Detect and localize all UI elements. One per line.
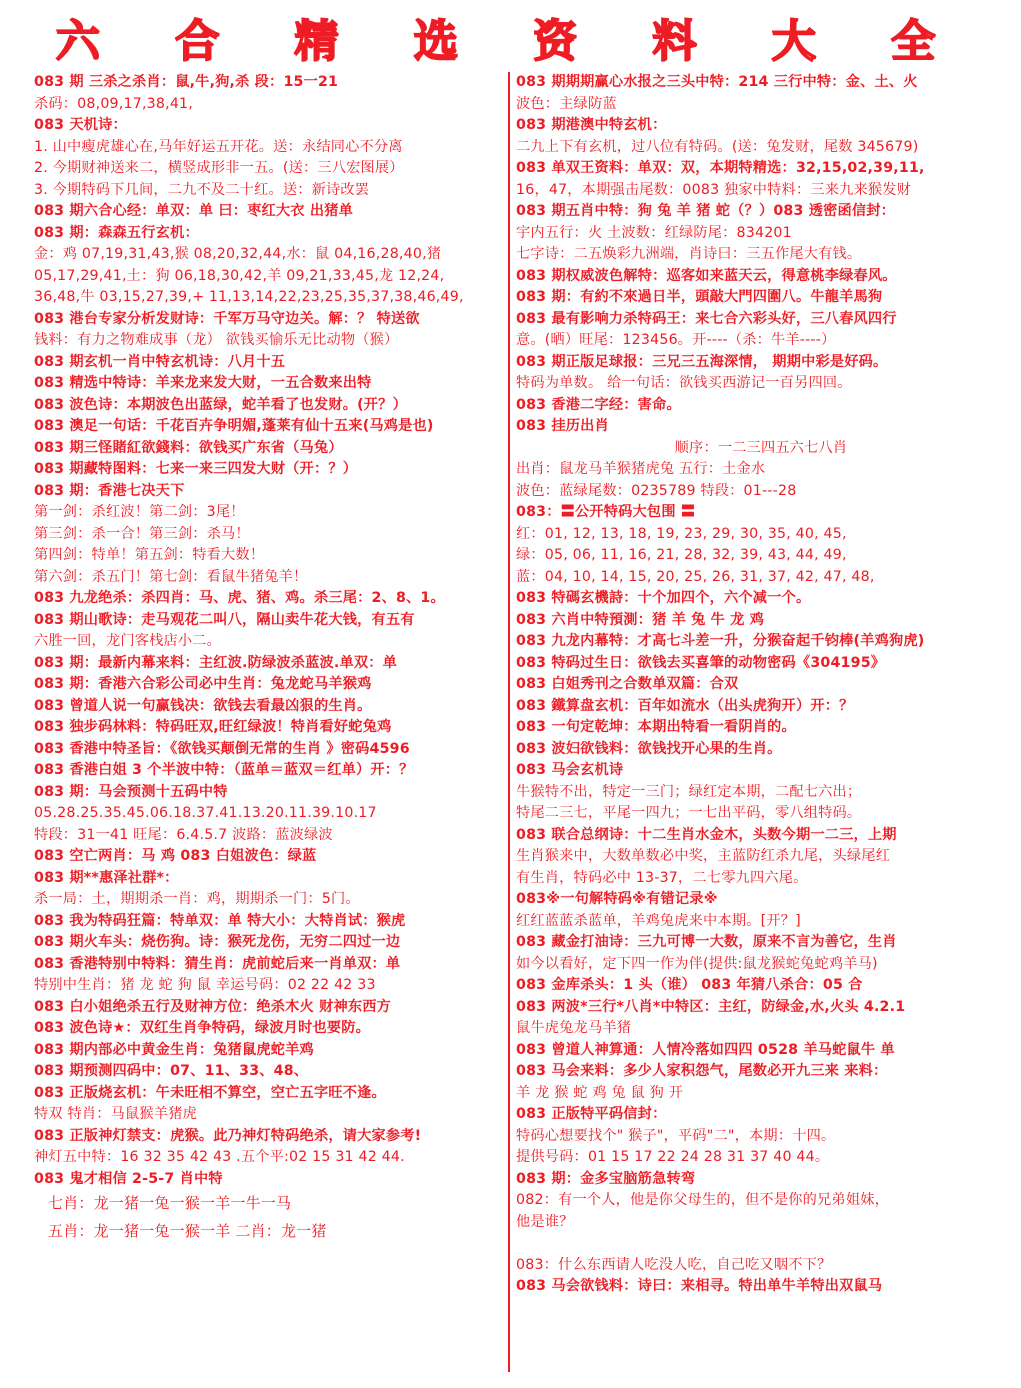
left-line: 083 香港特别中特料：猜生肖：虎前蛇后来一肖单双：单 [34,955,401,972]
right-line: 083 挂历出肖 [516,418,609,434]
right-line: 红红蓝蓝杀蓝单，羊鸡兔虎来中本期。[开？] [516,912,801,929]
right-line: 083 六肖中特預測：猪 羊 兔 牛 龙 鸡 [516,611,765,628]
left-line: 083 期六合心经：单双：单 曰：枣红大衣 出猪单 [34,203,353,219]
right-line: 绿：05, 06, 11, 16, 21, 28, 32, 39, 43, 44, 49, [516,547,847,563]
right-line: 083 两波*三行*八肖*中特区：主红，防绿金,水,火头 4.2.1 [516,998,906,1015]
left-line: 第六剑：杀五门！第七剑：看鼠牛猪兔羊！ [34,568,308,585]
right-line: 083 九龙内幕特：才高七斗差一升，分猴奋起千钧棒(羊鸡狗虎) [516,633,925,649]
left-line: 083 九龙绝杀：杀四肖：马、虎、猪、鸡。杀三尾：2、8、1。 [34,590,445,606]
right-line: 083 藏金打油诗：三九可博一大数，原来不言为善它，生肖 [516,934,897,950]
right-line: 特尾二三七，平尾一四九；一七出平码，零八组特码。 [516,805,862,821]
right-line: 顺序：一二三四五六七八肖 [674,439,848,456]
right-line: 提供号码：01 15 17 22 24 28 31 37 40 44。 [516,1149,830,1165]
right-line: 如今以看好，定下四一作为伴(提供:鼠龙猴蛇兔蛇鸡羊马) [516,955,878,972]
left-line: 1. 山中瘦虎雄心在,马年好运五开花。送：永结同心不分离 [34,138,403,155]
right-line: 083 正版特平码信封： [516,1106,667,1122]
right-line: 牛猴特不出，特定一三门；绿红定本期，二配七六出； [516,783,862,800]
right-line: 083 曾道人神算通：人情冷落如四四 0528 羊马蛇鼠牛 单 [516,1041,895,1058]
left-line: 083 期：最新内幕来料：主红波.防绿波杀蓝波.单双：单 [34,654,398,671]
left-line: 083 波色诗★：双红生肖争特码，绿波月时也要防。 [34,1020,371,1036]
left-line: 05.28.25.35.45.06.18.37.41.13.20.11.39.10.17 [34,805,377,821]
left-line: 第四剑：特单！第五剑：特看大数！ [34,547,265,563]
left-line: 第三剑：杀一合！第三剑：杀马！ [34,525,250,542]
left-line: 083 港台专家分析发财诗：千军万马守边关。解：？ 特送欲 [34,310,420,327]
right-line: 083※一句解特码※有错记录※ [516,891,718,907]
left-line: 083 香港中特圣旨：《欲钱买颠倒无常的生肖 》密码4596 [34,740,410,757]
right-line: 083 香港二字经：害命。 [516,396,681,413]
right-line: 083 最有影响力杀特码王：来七合六彩头好，三八春风四行 [516,310,897,327]
left-line: 083 期：森森五行玄机： [34,224,199,241]
left-line: 083 期**惠泽社群*： [34,869,179,886]
left-line: 083 期玄机一肖中特玄机诗：八月十五 [34,353,286,370]
left-line: 2. 今期财神送来二，横竖成形非一五。(送：三八宏图展） [34,160,404,176]
left-line: 083 独步码林料：特码旺双,旺红绿波！特肖看好蛇兔鸡 [34,719,392,735]
left-line: 083 期 三杀之杀肖：鼠,牛,狗,杀 段：15一21 [34,74,339,90]
right-line: 083 期：金多宝脑筋急转弯 [516,1170,696,1187]
right-line: 波色：蓝绿尾数：0235789 特段：01---28 [516,482,797,499]
left-line: 083 波色诗：本期波色出蓝绿，蛇羊看了也发财。(开？） [34,396,407,413]
right-line: 083：什么东西请人吃没人吃，自己吃又咽不下？ [516,1256,832,1273]
left-line: 083 澳足一句话：千花百卉争明媚,蓬莱有仙十五来(马鸡是也) [34,418,434,434]
right-line: 特码心想要找个" 猴子"，平码"二"，本期：十四。 [516,1127,836,1144]
right-line: 083 白姐秀刊之合数单双篇：合双 [516,676,739,692]
right-line: 083 马会欲钱料：诗曰：来相寻。特出单牛羊特出双鼠马 [516,1278,883,1294]
left-line: 七肖：龙一猪一兔一猴一羊一牛一马 [48,1194,292,1212]
left-line: 083 期山歌诗：走马观花二叫八，隔山卖牛花大钱，有五有 [34,611,415,628]
left-line: 金：鸡 07,19,31,43,猴 08,20,32,44,水：鼠 04,16,28,40,猪 [34,246,442,262]
left-line: 特别中生肖：猪 龙 蛇 狗 鼠 幸运号码：02 22 42 33 [34,977,376,993]
right-line: 鼠牛虎兔龙马羊猪 [516,1020,632,1036]
right-line: 他是谁？ [516,1213,574,1230]
left-line: 083 期火车头：烧伤狗。诗：猴死龙伤，无穷二四过一边 [34,934,401,950]
right-column [516,72,1006,1298]
right-line: 蓝：04, 10, 14, 15, 20, 25, 26, 31, 37, 42, 47, 48, [516,568,875,585]
right-line: 083 期期期赢心水报之三头中特：214 三行中特：金、土、火 [516,74,918,90]
left-line: 083 曾道人说一句赢钱决：欲钱去看最凶狠的生肖。 [34,697,372,714]
right-line: 083：〓公开特码大包围 〓 [516,504,696,520]
left-line: 083 香港白姐 3 个半波中特：（蓝单＝蓝双＝红单）开：？ [34,762,414,778]
right-line: 083 单双王资料：单双：双，本期特精选：32,15,02,39,11, [516,160,925,176]
right-line: 宇内五行：火 土波数：红绿防尾：834201 [516,224,792,241]
left-line: 083 期：香港七决天下 [34,482,185,499]
left-line: 083 期预测四码中：07、11、33、48、 [34,1063,309,1079]
page-title: 六 合 精 选 资 料 大 全 [55,16,966,67]
left-line: 083 天机诗： [34,117,127,133]
left-line: 083 精选中特诗：羊来龙来发大财，一五合数来出特 [34,375,372,391]
right-line: 083 联合总纲诗：十二生肖水金木，头数今期一二三，上期 [516,826,897,843]
left-line: 36,48,牛 03,15,27,39,+ 11,13,14,22,23,25,35,37,38,46,49, [34,289,464,305]
right-line: 出肖：鼠龙马羊猴猪虎兔 五行：土金水 [516,461,766,477]
right-line: 16，47，本期强击尾数：0083 独家中特料：三来九来猴发财 [516,181,912,198]
right-line: 特码为单数。 给一句话：欲钱买西游记一百另四回。 [516,375,852,391]
right-line: 083 金库杀头：1 头（谁） 083 年猜八杀合：05 合 [516,977,863,993]
left-line: 特双 特肖：马鼠猴羊猪虎 [34,1106,197,1122]
right-line: 083 期正版足球报：三兄三五海深情， 期期中彩是好码。 [516,353,888,370]
left-line: 杀码：08,09,17,38,41, [34,95,193,112]
left-line: 钱料：有力之物难成事（龙） 欲钱买愉乐无比动物（猴） [34,332,399,348]
right-line: 七字诗：二五焕彩九洲端，肖诗曰：三五作尾大有钱。 [516,246,862,262]
right-line: 083 期港澳中特玄机： [516,117,667,133]
right-line: 羊 龙 猴 蛇 鸡 兔 鼠 狗 开 [516,1084,684,1101]
left-line: 083 空亡两肖：马 鸡 083 白姐波色：绿蓝 [34,848,317,864]
right-line: 083 期权威波色解特：巡客如来蓝天云，得意桃李绿春风。 [516,267,897,284]
left-line: 083 期：香港六合彩公司必中生肖：兔龙蛇马羊猴鸡 [34,676,372,692]
right-line: 083 一句定乾坤：本期出特看一看阴肖的。 [516,719,796,735]
right-line: 083 马会玄机诗 [516,762,624,778]
left-line: 特段：31一41 旺尾：6.4.5.7 波路：蓝波绿波 [34,826,333,843]
right-line: 083 鐵算盘玄机：百年如流水（出头虎狗开）开：？ [516,697,854,714]
left-line: 083 鬼才相信 2-5-7 肖中特 [34,1170,223,1187]
right-line: 意。(晒）旺尾：123456。开----（杀：牛羊----） [516,332,836,348]
left-line: 六胜一回，龙门客栈店小二。 [34,633,222,649]
left-line: 神灯五中特：16 32 35 42 43 .五个平:02 15 31 42 44. [34,1149,405,1165]
left-line: 083 期内部必中黄金生肖：兔猪鼠虎蛇羊鸡 [34,1041,314,1058]
left-line: 3. 今期特码下几间，二九不及二十红。送：新诗改罢 [34,181,370,198]
left-line: 083 我为特码狂篇：特单双：单 特大小：大特肖试：猴虎 [34,912,406,929]
right-line: 二九上下有玄机，过八位有特码。(送：兔发财，尾数 345679) [516,138,919,155]
right-line: 有生肖，特码必中 13-37，二七零九四六尾。 [516,869,808,886]
right-line: 083 特碼玄機詩：十个加四个，六个减一个。 [516,590,811,606]
right-line: 波色：主绿防蓝 [516,95,617,112]
right-line: 083 期：有約不來過日半，頭敲大門四圍八。牛龍羊馬狗 [516,289,883,305]
left-line: 083 白小姐绝杀五行及财神方位：绝杀木火 财神东西方 [34,998,392,1015]
left-line: 083 期三怪賭紅欲錢料：欲钱买广东省（马兔） [34,439,343,456]
right-line: 红：01, 12, 13, 18, 19, 23, 29, 30, 35, 40, 45, [516,525,847,542]
right-line: 083 波妇欲钱料：欲钱找开心果的生肖。 [516,740,782,757]
left-line: 杀一局：土，期期杀一肖：鸡，期期杀一门：5门。 [34,891,360,907]
left-line: 五肖：龙一猪一兔一猴一羊 二肖：龙一猪 [48,1221,327,1240]
left-line: 083 期藏特图料：七来一来三四发大财（开：？） [34,461,358,477]
left-line: 05,17,29,41,土：狗 06,18,30,42,羊 09,21,33,45,龙 12,24, [34,267,445,284]
right-line: 082：有一个人，他是你父母生的，但不是你的兄弟姐妹， [516,1192,889,1208]
right-line: 083 马会来料：多少人家积怨气，尾数必开九三来 来料： [516,1063,888,1079]
right-line: 083 期五肖中特：狗 兔 羊 猪 蛇（？）083 透密函信封： [516,203,896,219]
right-line [516,1233,1006,1255]
left-column [34,72,524,1245]
right-line: 083 特码过生日：欲钱去买喜筆的动物密码《304195》 [516,654,886,671]
left-line: 083 正版烧玄机：午未旺相不算空，空亡五字旺不逢。 [34,1084,386,1101]
left-line: 083 正版神灯禁支：虎猴。此乃神灯特码绝杀，请大家参考! [34,1127,422,1144]
left-line: 083 期：马会预测十五码中特 [34,783,228,800]
right-line: 生肖猴来中，大数单数必中奖，主蓝防红杀九尾，头绿尾红 [516,848,891,864]
left-line: 第一剑：杀红波！第二剑：3尾！ [34,504,245,520]
